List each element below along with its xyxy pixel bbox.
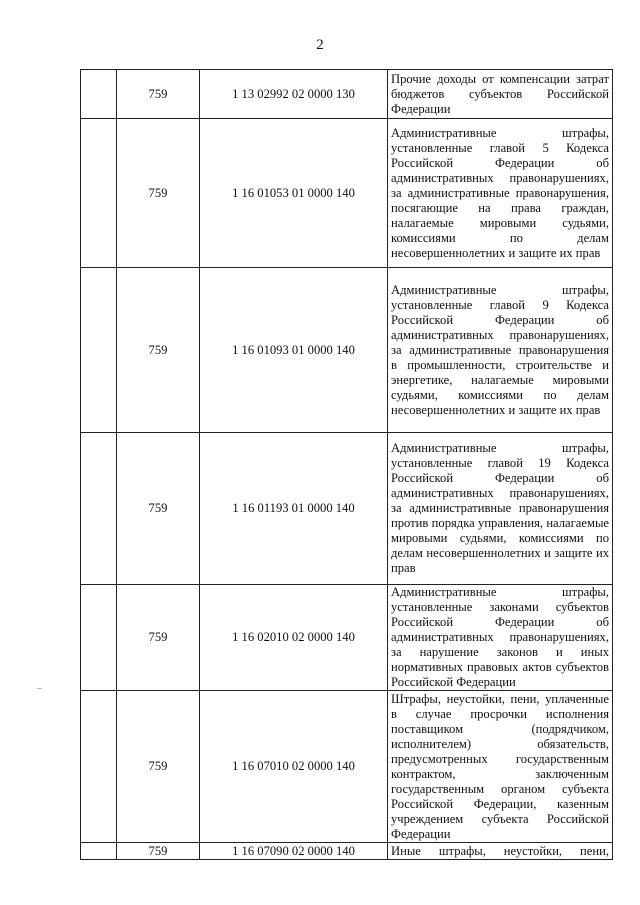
- budget-code-cell: 1 13 02992 02 0000 130: [200, 70, 388, 119]
- table-row: [81, 585, 613, 691]
- description-text: Административные штрафы, установленные главой 5 Кодекса Российской Федерации об административных правонарушениях, за административные правонарушения, посягающие на права граждан, налагаемые мировыми судьями, комиссиями по делам несовершеннолетних и защите их прав: [391, 125, 609, 260]
- empty-cell: [81, 433, 117, 585]
- empty-cell: [81, 843, 117, 860]
- table-row: [81, 843, 613, 860]
- description-cell: [388, 585, 613, 691]
- revenue-codes-table: [80, 69, 613, 860]
- admin-code-cell: 759: [117, 433, 200, 585]
- description-cell: [388, 70, 613, 119]
- admin-code-cell: 759: [117, 691, 200, 843]
- table-row: [81, 119, 613, 268]
- description-text: Административные штрафы, установленные главой 9 Кодекса Российской Федерации об административных правонарушениях, за административные правонарушения в промышленности, строительстве и энергетике, налагаемые мировыми судьями, комиссиями по делам несовершеннолетних и защите их прав: [391, 282, 609, 417]
- table-row: [81, 268, 613, 433]
- table-row: [81, 433, 613, 585]
- budget-code-cell: 1 16 07090 02 0000 140: [200, 843, 388, 860]
- empty-cell: [81, 691, 117, 843]
- description-text: Прочие доходы от компенсации затрат бюджетов субъектов Российской Федерации: [391, 71, 609, 116]
- description-text: Административные штрафы, установленные главой 19 Кодекса Российской Федерации об административных правонарушениях, за административные правонарушения против порядка управления, налагаемые мировыми судьями, комиссиями по делам несовершеннолетних и защите их прав: [391, 441, 609, 575]
- page-number: 2: [316, 37, 324, 53]
- description-cell: [388, 691, 613, 843]
- empty-cell: [81, 585, 117, 691]
- budget-code-cell: 1 16 07010 02 0000 140: [200, 691, 388, 843]
- budget-code-cell: 1 16 01053 01 0000 140: [200, 119, 388, 268]
- admin-code-cell: 759: [117, 585, 200, 691]
- empty-cell: [81, 119, 117, 268]
- budget-code-cell: 1 16 01093 01 0000 140: [200, 268, 388, 433]
- admin-code-cell: 759: [117, 843, 200, 860]
- table-row: [81, 691, 613, 843]
- table-row: [81, 70, 613, 119]
- empty-cell: [81, 70, 117, 119]
- description-text: Административные штрафы, установленные законами субъектов Российской Федерации об административных правонарушениях, за нарушение законов и иных нормативных правовых актов субъектов Российской Федерации: [391, 585, 609, 689]
- scan-mark: [37, 688, 42, 689]
- admin-code-cell: 759: [117, 268, 200, 433]
- description-cell: [388, 843, 613, 860]
- admin-code-cell: 759: [117, 119, 200, 268]
- budget-code-cell: 1 16 01193 01 0000 140: [200, 433, 388, 585]
- description-text: Штрафы, неустойки, пени, уплаченные в случае просрочки исполнения поставщиком (подрядчиком, исполнителем) обязательств, предусмотренных государственным контрактом, заключенным государственным органом субъекта Российской Федерации, казенным учреждением субъекта Российской Федерации: [391, 691, 609, 841]
- empty-cell: [81, 268, 117, 433]
- description-text: Иные штрафы, неустойки, пени,: [391, 843, 609, 858]
- description-cell: [388, 268, 613, 433]
- budget-code-cell: 1 16 02010 02 0000 140: [200, 585, 388, 691]
- description-cell: [388, 433, 613, 585]
- description-cell: [388, 119, 613, 268]
- admin-code-cell: 759: [117, 70, 200, 119]
